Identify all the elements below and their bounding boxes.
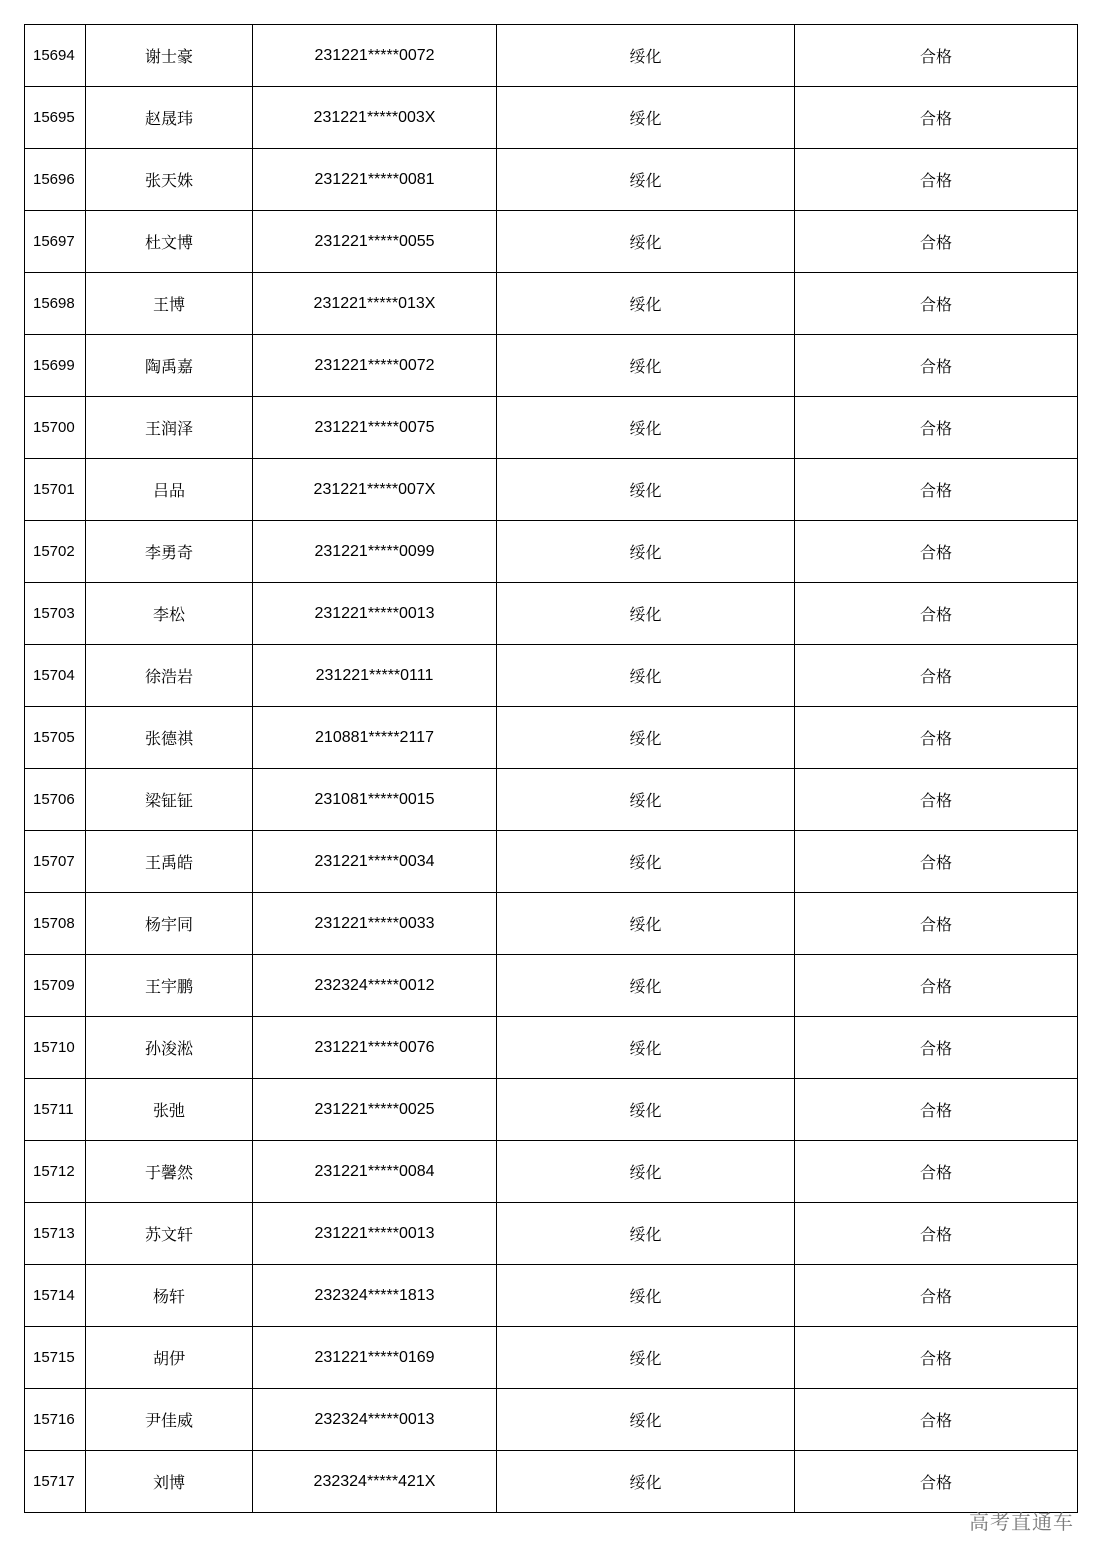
name-cell: 孙浚淞 [86,1017,253,1079]
result-cell: 合格 [795,1451,1078,1513]
serial-number-cell: 15716 [25,1389,86,1451]
table-row [25,893,1078,955]
result-cell: 合格 [795,1141,1078,1203]
name-cell: 王宇鹏 [86,955,253,1017]
city-cell: 绥化 [497,87,795,149]
name-cell: 王润泽 [86,397,253,459]
city-cell: 绥化 [497,1203,795,1265]
id-number-cell: 231221*****0075 [253,397,497,459]
serial-number-cell: 15709 [25,955,86,1017]
name-cell: 胡伊 [86,1327,253,1389]
city-cell: 绥化 [497,1265,795,1327]
result-cell: 合格 [795,1327,1078,1389]
serial-number-cell: 15708 [25,893,86,955]
name-cell: 梁钲钲 [86,769,253,831]
id-number-cell: 231221*****0013 [253,1203,497,1265]
table-row [25,583,1078,645]
table-row [25,1203,1078,1265]
table-row [25,1265,1078,1327]
id-number-cell: 231221*****0025 [253,1079,497,1141]
city-cell: 绥化 [497,1017,795,1079]
id-number-cell: 231221*****0013 [253,583,497,645]
serial-number-cell: 15697 [25,211,86,273]
result-cell: 合格 [795,25,1078,87]
name-cell: 尹佳威 [86,1389,253,1451]
id-number-cell: 231221*****0055 [253,211,497,273]
result-cell: 合格 [795,1389,1078,1451]
table-row [25,149,1078,211]
city-cell: 绥化 [497,335,795,397]
table-row [25,1327,1078,1389]
id-number-cell: 232324*****421X [253,1451,497,1513]
id-number-cell: 231221*****0072 [253,335,497,397]
result-cell: 合格 [795,1265,1078,1327]
result-cell: 合格 [795,893,1078,955]
result-cell: 合格 [795,583,1078,645]
city-cell: 绥化 [497,893,795,955]
name-cell: 杜文博 [86,211,253,273]
result-cell: 合格 [795,87,1078,149]
roster-table-body [25,25,1078,1513]
city-cell: 绥化 [497,1141,795,1203]
city-cell: 绥化 [497,149,795,211]
id-number-cell: 231221*****0076 [253,1017,497,1079]
city-cell: 绥化 [497,521,795,583]
name-cell: 张天姝 [86,149,253,211]
city-cell: 绥化 [497,1079,795,1141]
name-cell: 王禹皓 [86,831,253,893]
table-row [25,645,1078,707]
name-cell: 李勇奇 [86,521,253,583]
result-cell: 合格 [795,335,1078,397]
city-cell: 绥化 [497,1451,795,1513]
city-cell: 绥化 [497,583,795,645]
result-cell: 合格 [795,211,1078,273]
city-cell: 绥化 [497,211,795,273]
table-row [25,1079,1078,1141]
id-number-cell: 232324*****1813 [253,1265,497,1327]
table-row [25,87,1078,149]
serial-number-cell: 15710 [25,1017,86,1079]
id-number-cell: 231221*****0072 [253,25,497,87]
serial-number-cell: 15707 [25,831,86,893]
roster-table [24,24,1078,1513]
id-number-cell: 231221*****003X [253,87,497,149]
id-number-cell: 232324*****0012 [253,955,497,1017]
table-row [25,707,1078,769]
city-cell: 绥化 [497,769,795,831]
result-cell: 合格 [795,769,1078,831]
serial-number-cell: 15694 [25,25,86,87]
name-cell: 赵晟玮 [86,87,253,149]
serial-number-cell: 15704 [25,645,86,707]
id-number-cell: 231221*****0084 [253,1141,497,1203]
serial-number-cell: 15699 [25,335,86,397]
result-cell: 合格 [795,1017,1078,1079]
result-cell: 合格 [795,521,1078,583]
name-cell: 苏文轩 [86,1203,253,1265]
serial-number-cell: 15701 [25,459,86,521]
name-cell: 杨宇同 [86,893,253,955]
name-cell: 王博 [86,273,253,335]
watermark-text: 高考直通车 [969,1510,1074,1534]
name-cell: 徐浩岩 [86,645,253,707]
serial-number-cell: 15713 [25,1203,86,1265]
result-cell: 合格 [795,707,1078,769]
serial-number-cell: 15712 [25,1141,86,1203]
result-cell: 合格 [795,645,1078,707]
result-cell: 合格 [795,1203,1078,1265]
id-number-cell: 231221*****0169 [253,1327,497,1389]
city-cell: 绥化 [497,273,795,335]
table-row [25,955,1078,1017]
table-row [25,521,1078,583]
id-number-cell: 231221*****0099 [253,521,497,583]
result-cell: 合格 [795,831,1078,893]
city-cell: 绥化 [497,1389,795,1451]
id-number-cell: 231221*****0034 [253,831,497,893]
serial-number-cell: 15703 [25,583,86,645]
serial-number-cell: 15700 [25,397,86,459]
id-number-cell: 231221*****007X [253,459,497,521]
result-cell: 合格 [795,459,1078,521]
result-cell: 合格 [795,1079,1078,1141]
id-number-cell: 210881*****2117 [253,707,497,769]
name-cell: 刘博 [86,1451,253,1513]
table-row [25,1451,1078,1513]
name-cell: 李松 [86,583,253,645]
id-number-cell: 232324*****0013 [253,1389,497,1451]
id-number-cell: 231221*****013X [253,273,497,335]
table-row [25,25,1078,87]
serial-number-cell: 15711 [25,1079,86,1141]
table-row [25,459,1078,521]
serial-number-cell: 15706 [25,769,86,831]
result-cell: 合格 [795,397,1078,459]
city-cell: 绥化 [497,645,795,707]
table-row [25,1017,1078,1079]
city-cell: 绥化 [497,397,795,459]
serial-number-cell: 15715 [25,1327,86,1389]
name-cell: 陶禹嘉 [86,335,253,397]
name-cell: 吕品 [86,459,253,521]
table-row [25,1389,1078,1451]
city-cell: 绥化 [497,1327,795,1389]
city-cell: 绥化 [497,707,795,769]
city-cell: 绥化 [497,25,795,87]
serial-number-cell: 15696 [25,149,86,211]
table-row [25,397,1078,459]
serial-number-cell: 15714 [25,1265,86,1327]
serial-number-cell: 15717 [25,1451,86,1513]
city-cell: 绥化 [497,459,795,521]
table-row [25,273,1078,335]
serial-number-cell: 15705 [25,707,86,769]
serial-number-cell: 15695 [25,87,86,149]
name-cell: 谢士豪 [86,25,253,87]
name-cell: 于馨然 [86,1141,253,1203]
id-number-cell: 231221*****0081 [253,149,497,211]
name-cell: 杨轩 [86,1265,253,1327]
name-cell: 张德祺 [86,707,253,769]
result-cell: 合格 [795,955,1078,1017]
table-row [25,211,1078,273]
table-row [25,1141,1078,1203]
table-row [25,769,1078,831]
result-cell: 合格 [795,273,1078,335]
id-number-cell: 231221*****0033 [253,893,497,955]
result-cell: 合格 [795,149,1078,211]
id-number-cell: 231081*****0015 [253,769,497,831]
name-cell: 张弛 [86,1079,253,1141]
table-row [25,335,1078,397]
city-cell: 绥化 [497,955,795,1017]
city-cell: 绥化 [497,831,795,893]
table-row [25,831,1078,893]
id-number-cell: 231221*****0111 [253,645,497,707]
serial-number-cell: 15702 [25,521,86,583]
serial-number-cell: 15698 [25,273,86,335]
